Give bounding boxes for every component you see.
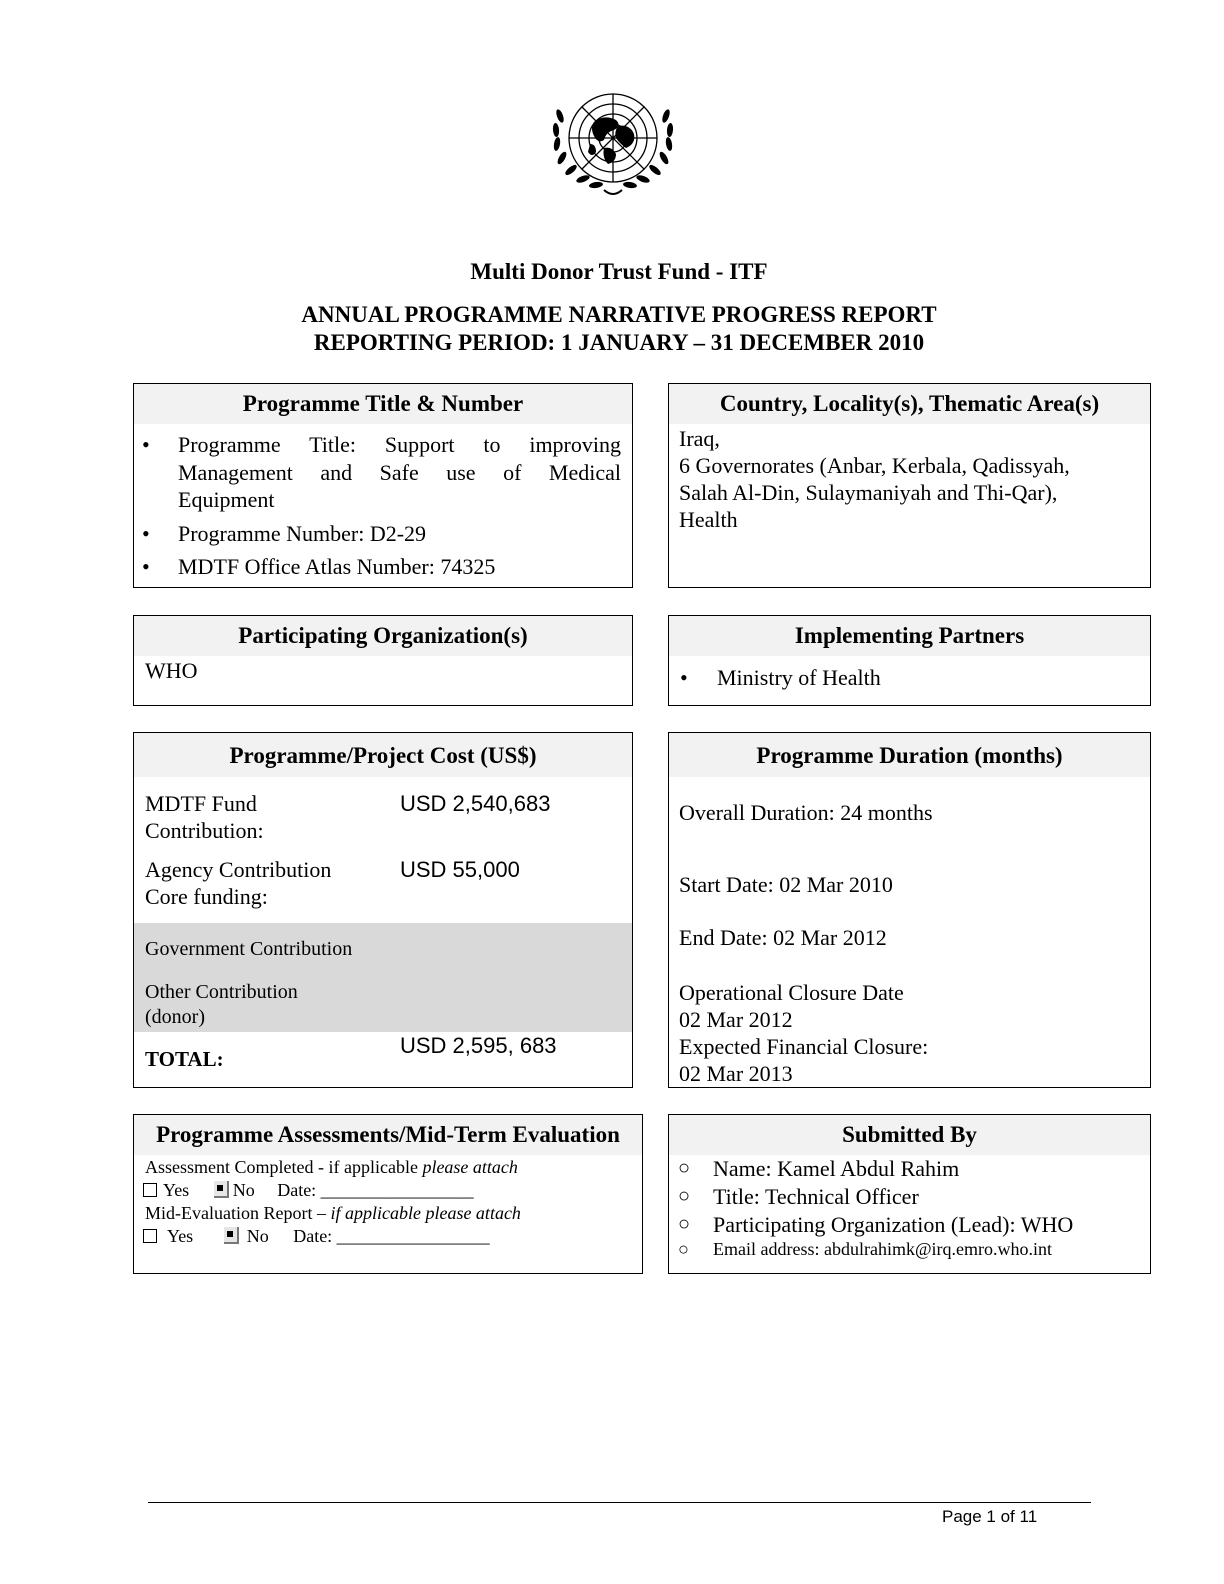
- submitter-name: Name: Kamel Abdul Rahim: [713, 1156, 960, 1181]
- country-heading: Country, Locality(s), Thematic Area(s): [669, 384, 1150, 424]
- country-details: Iraq, 6 Governorates (Anbar, Kerbala, Qadissyah, Salah Al-Din, Sulaymaniyah and Thi-Qar), Health: [679, 426, 1070, 532]
- mid-evaluation-date: Date: _________________: [293, 1226, 490, 1246]
- no-checkbox-checked[interactable]: [214, 1181, 229, 1198]
- programme-duration-box: [668, 732, 1151, 1088]
- bullet-icon: •: [142, 521, 150, 546]
- mdtf-label: MDTF Fund Contribution:: [145, 791, 264, 843]
- assessment-completed-row: Assessment Completed - if applicable please attach: [145, 1157, 518, 1177]
- bullet-icon: •: [680, 665, 688, 690]
- assessment-date: Date: _________________: [277, 1180, 474, 1200]
- programme-title-text: Programme Title: Support to improving Management and Safe use of Medical: [178, 432, 621, 485]
- mid-evaluation-options: Yes No Date: _________________: [143, 1225, 490, 1248]
- operational-closure: Operational Closure Date 02 Mar 2012 Expected Financial Closure: 02 Mar 2013: [679, 980, 929, 1086]
- mdtf-value: USD 2,540,683: [400, 791, 551, 816]
- atlas-number: MDTF Office Atlas Number: 74325: [178, 554, 496, 579]
- end-date: End Date: 02 Mar 2012: [679, 925, 887, 950]
- programme-duration-heading: Programme Duration (months): [669, 733, 1150, 777]
- submitted-by-box: [668, 1114, 1151, 1274]
- programme-title-box: [133, 383, 633, 588]
- circle-bullet-icon: ○: [678, 1157, 691, 1179]
- country-box: [668, 383, 1151, 588]
- no-checkbox-checked[interactable]: [224, 1227, 239, 1244]
- start-date: Start Date: 02 Mar 2010: [679, 872, 893, 897]
- agency-value: USD 55,000: [400, 857, 520, 882]
- page-number: Page 1 of 11: [942, 1507, 1038, 1526]
- other-row: [134, 977, 632, 1032]
- yes-checkbox[interactable]: [143, 1229, 157, 1243]
- bullet-icon: •: [142, 432, 150, 457]
- participating-org-box: [133, 615, 633, 706]
- un-emblem-logo: [546, 86, 680, 200]
- assessment-heading: Programme Assessments/Mid-Term Evaluation: [134, 1115, 642, 1155]
- mid-evaluation-row: Mid-Evaluation Report – if applicable please attach: [145, 1203, 521, 1223]
- submitter-email: Email address: abdulrahimk@irq.emro.who.int: [713, 1239, 1053, 1259]
- submitted-by-heading: Submitted By: [669, 1115, 1150, 1155]
- document-title: Multi Donor Trust Fund - ITF: [470, 259, 768, 284]
- report-title: ANNUAL PROGRAMME NARRATIVE PROGRESS REPORT: [301, 302, 937, 327]
- programme-number: Programme Number: D2-29: [178, 521, 427, 546]
- agency-label: Agency Contribution Core funding:: [145, 857, 332, 909]
- circle-bullet-icon: ○: [678, 1213, 691, 1235]
- participating-org-value: WHO: [145, 658, 198, 683]
- submitter-title: Title: Technical Officer: [713, 1184, 919, 1209]
- total-value: USD 2,595, 683: [400, 1033, 557, 1058]
- overall-duration: Overall Duration: 24 months: [679, 800, 933, 825]
- bullet-icon: •: [142, 554, 150, 579]
- assessment-box: [133, 1114, 643, 1274]
- reporting-period: REPORTING PERIOD: 1 JANUARY – 31 DECEMBER 2010: [313, 330, 925, 355]
- circle-bullet-icon: ○: [678, 1185, 691, 1207]
- implementing-partners-box: [668, 615, 1151, 706]
- programme-title-heading: Programme Title & Number: [134, 384, 632, 424]
- government-row: [134, 923, 632, 977]
- implementing-partner: Ministry of Health: [717, 665, 881, 690]
- total-label: TOTAL:: [145, 1047, 224, 1071]
- programme-title-text-end: Equipment: [178, 487, 275, 512]
- programme-cost-box: [133, 732, 633, 1088]
- other-label: Other Contribution (donor): [145, 981, 298, 1028]
- government-label: Government Contribution: [145, 938, 353, 960]
- yes-checkbox[interactable]: [143, 1183, 157, 1197]
- circle-bullet-icon: ○: [678, 1239, 689, 1259]
- assessment-options: Yes No Date: _________________: [143, 1179, 474, 1202]
- submitter-org: Participating Organization (Lead): WHO: [713, 1212, 1074, 1237]
- footer-rule: [148, 1502, 1091, 1503]
- implementing-partners-heading: Implementing Partners: [669, 616, 1150, 656]
- programme-cost-heading: Programme/Project Cost (US$): [134, 733, 632, 777]
- participating-org-heading: Participating Organization(s): [134, 616, 632, 656]
